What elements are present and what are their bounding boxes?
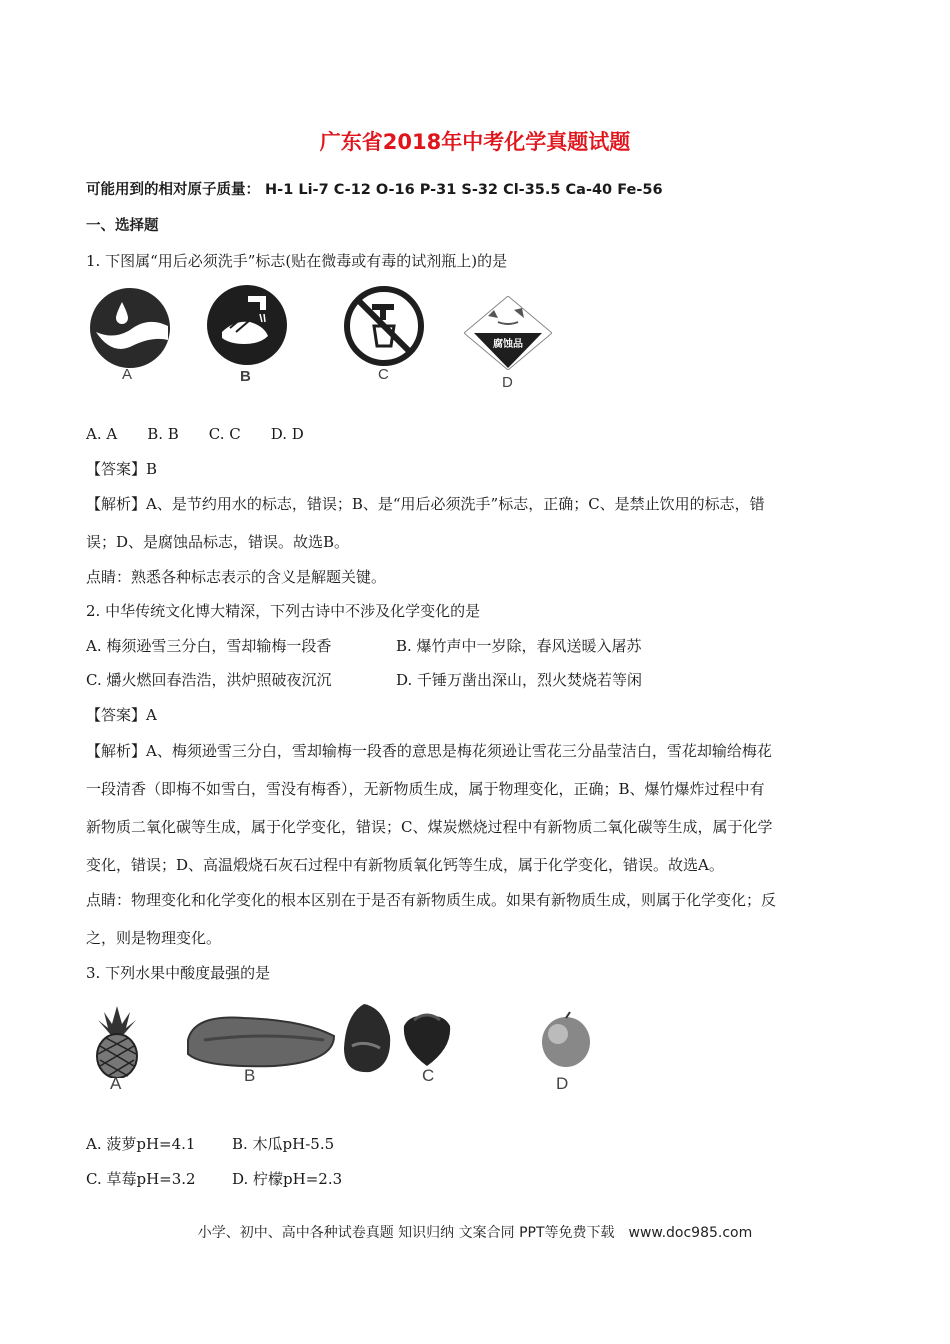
q1-label-c: C bbox=[378, 366, 389, 383]
q3-label-b: B bbox=[244, 1066, 256, 1085]
q2-answer: 【答案】A bbox=[86, 706, 157, 724]
q2-stem: 2. 中华传统文化博大精深，下列古诗中不涉及化学变化的是 bbox=[86, 602, 481, 620]
q1-sign-images bbox=[86, 282, 586, 392]
q1-label-a: A bbox=[122, 366, 133, 383]
q2-analysis-line-4: 变化，错误；D、高温煅烧石灰石过程中有新物质氧化钙等生成，属于化学变化，错误。故选A。 bbox=[86, 856, 724, 874]
q1-tip: 点睛：熟悉各种标志表示的含义是解题关键。 bbox=[86, 568, 387, 586]
q2-option-b: B. 爆竹声中一岁除，春风送暖入屠苏 bbox=[396, 637, 642, 655]
q3-fruit-images bbox=[86, 992, 606, 1096]
papaya-icon bbox=[184, 996, 408, 1078]
q1-answer: 【答案】B bbox=[86, 460, 158, 478]
q3-label-c: C bbox=[422, 1066, 435, 1085]
q1-stem: 1. 下图属“用后必须洗手”标志(贴在微毒或有毒的试剂瓶上)的是 bbox=[86, 252, 508, 270]
q2-analysis-line-3: 新物质二氧化碳等生成，属于化学变化，错误；C、煤炭燃烧过程中有新物质二氧化碳等生成，属于化学 bbox=[86, 818, 773, 836]
q3-option-b: B. 木瓜pH-5.5 bbox=[232, 1135, 335, 1153]
strawberry-icon bbox=[400, 1010, 454, 1068]
section-heading: 一、选择题 bbox=[86, 218, 159, 234]
lemon-icon bbox=[538, 1010, 594, 1070]
page-title: 广东省2018年中考化学真题试题 bbox=[319, 130, 631, 154]
atomic-masses-line: 可能用到的相对原子质量： H-1 Li-7 C-12 O-16 P-31 S-32 Cl-35.5 Ca-40 Fe-56 bbox=[86, 182, 663, 198]
q3-label-d: D bbox=[556, 1074, 569, 1093]
q2-tip-line-2: 之，则是物理变化。 bbox=[86, 929, 222, 947]
q3-option-d: D. 柠檬pH=2.3 bbox=[232, 1170, 343, 1188]
corrosive-sign-icon bbox=[464, 296, 552, 370]
q2-option-a: A. 梅须逊雪三分白，雪却输梅一段香 bbox=[86, 637, 332, 655]
page-footer: 小学、初中、高中各种试卷真题 知识归纳 文案合同 PPT等免费下载 www.doc985.com bbox=[197, 1225, 753, 1241]
q2-analysis-line-1: 【解析】A、梅须逊雪三分白，雪却输梅一段香的意思是梅花须逊让雪花三分晶莹洁白，雪花却输给梅花 bbox=[86, 742, 772, 760]
q1-analysis-line-2: 误；D、是腐蚀品标志，错误。故选B。 bbox=[86, 533, 350, 551]
q3-label-a: A bbox=[110, 1074, 122, 1093]
q1-label-d: D bbox=[502, 374, 513, 391]
q1-label-b: B bbox=[240, 368, 251, 385]
q2-tip-line-1: 点睛：物理变化和化学变化的根本区别在于是否有新物质生成。如果有新物质生成，则属于化学变化；反 bbox=[86, 891, 777, 909]
q1-analysis-line-1: 【解析】A、是节约用水的标志，错误；B、是“用后必须洗手”标志，正确；C、是禁止饮用的标志，错 bbox=[86, 495, 765, 513]
q3-stem: 3. 下列水果中酸度最强的是 bbox=[86, 964, 271, 982]
q3-option-c: C. 草莓pH=3.2 bbox=[86, 1170, 196, 1188]
q2-option-c: C. 爝火燃回春浩浩，洪炉照破夜沉沉 bbox=[86, 671, 332, 689]
pineapple-icon bbox=[88, 1004, 146, 1078]
q1-options: A. A B. B C. C D. D bbox=[86, 425, 304, 443]
q2-analysis-line-2: 一段清香（即梅不如雪白，雪没有梅香），无新物质生成，属于物理变化，正确；B、爆竹爆炸过程中有 bbox=[86, 780, 765, 798]
water-saving-sign-icon bbox=[88, 286, 172, 370]
corrosive-sign-text: 腐蚀品 bbox=[493, 339, 523, 350]
wash-hands-sign-icon bbox=[204, 282, 290, 368]
no-drinking-sign-icon bbox=[342, 284, 426, 368]
q2-option-d: D. 千锤万凿出深山，烈火焚烧若等闲 bbox=[396, 671, 643, 689]
q3-option-a: A. 菠萝pH=4.1 bbox=[86, 1135, 196, 1153]
